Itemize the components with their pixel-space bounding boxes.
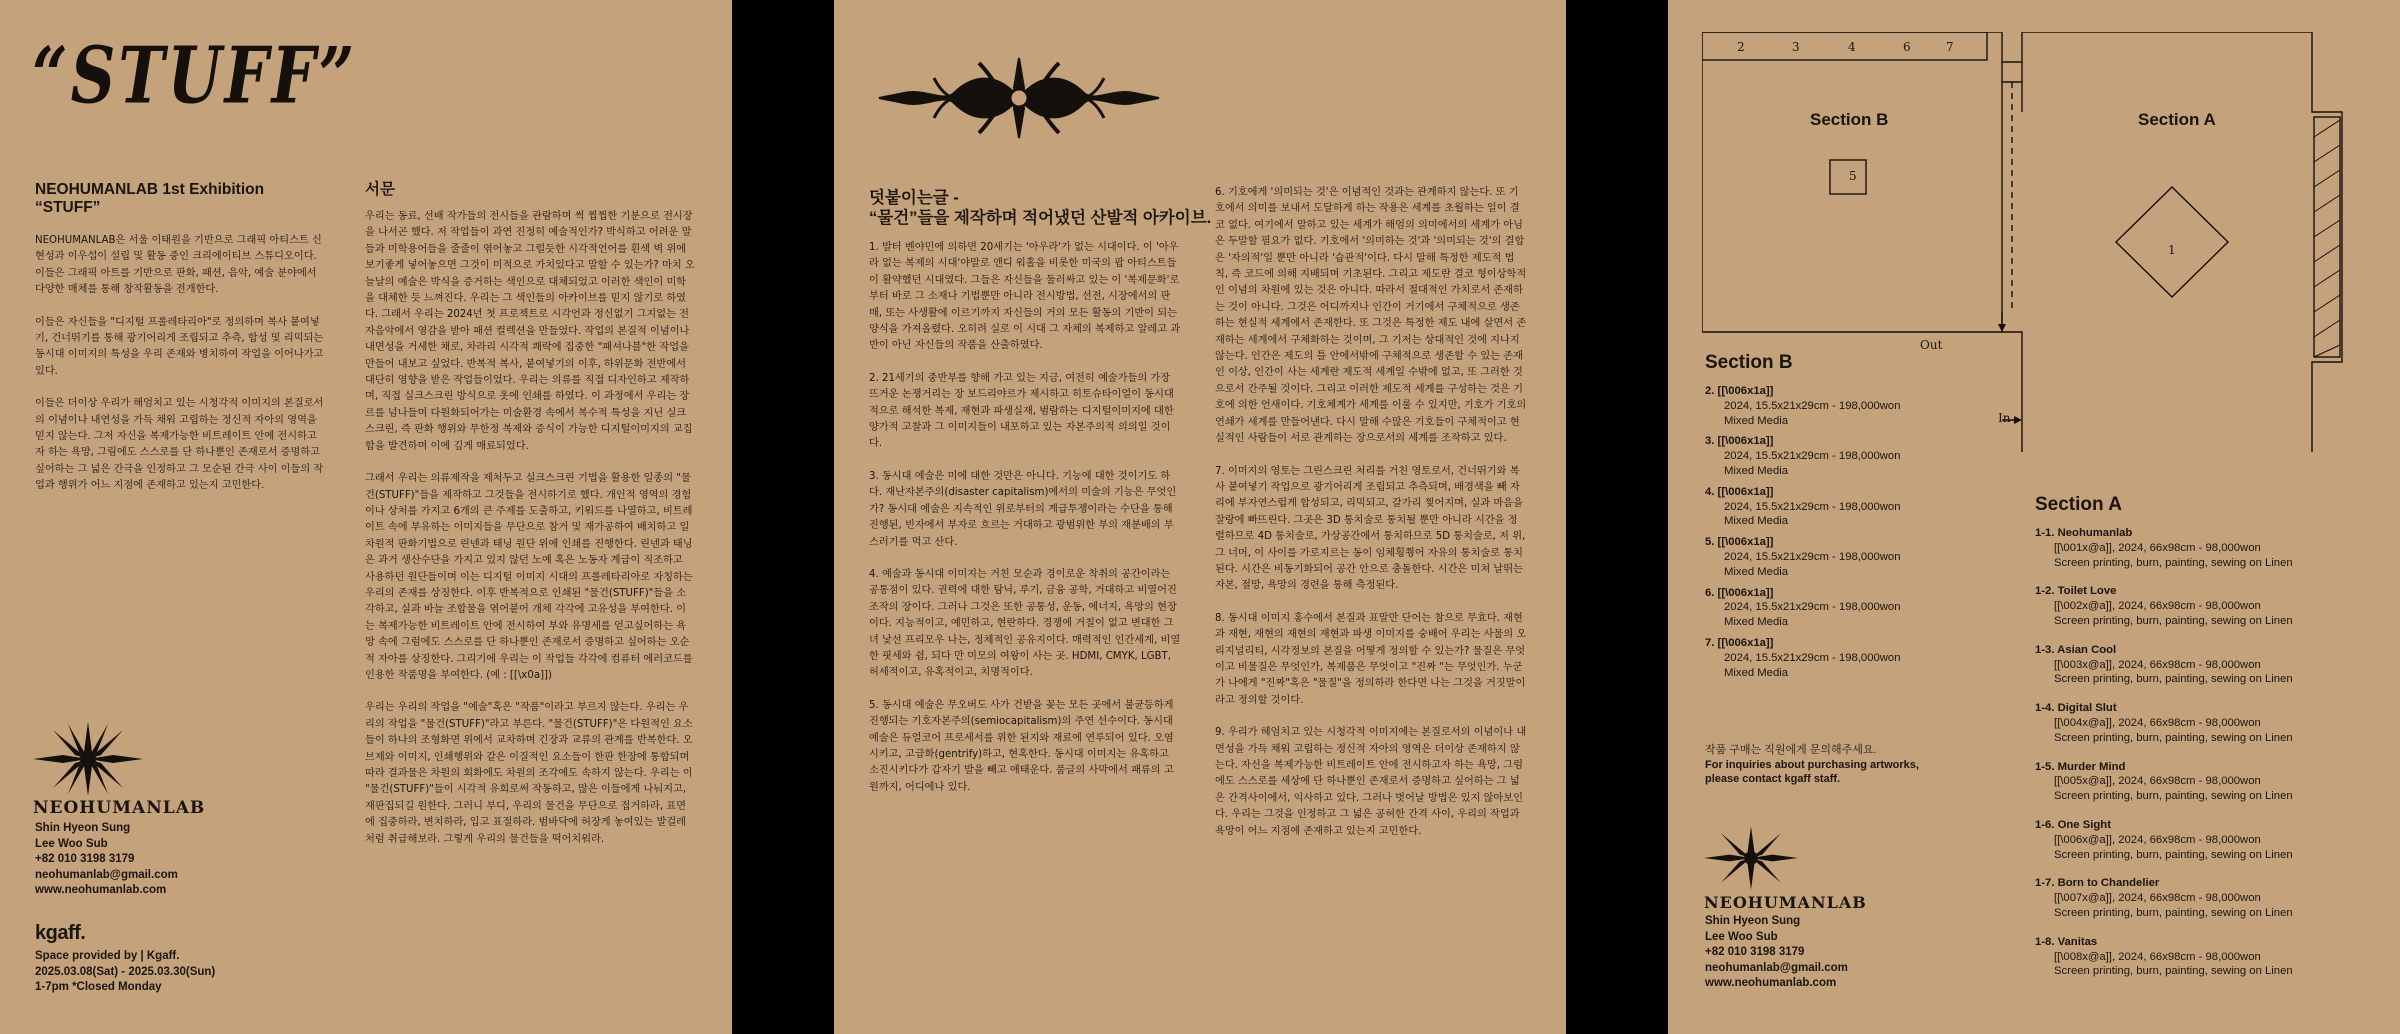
- work-title: 1-3. Asian Cool: [2035, 643, 2117, 656]
- work-medium: Mixed Media: [1724, 616, 1789, 629]
- work-detail: [[\008x@a]], 2024, 66x98cm - 98,000won: [2054, 950, 2261, 963]
- work-medium: Screen printing, burn, painting, sewing on Linen: [2054, 731, 2293, 744]
- list-item: [1705, 586, 2015, 630]
- work-medium: Mixed Media: [1724, 515, 1789, 528]
- plan-diamond-number: 1: [2168, 243, 2176, 257]
- neohumanlab-wordmark: NEOHUMANLAB: [33, 798, 206, 818]
- work-detail: 2024, 15.5x21x29cm - 198,000won: [1724, 601, 1901, 614]
- archive-note: 1. 발터 벤야민에 의하면 20세기는 '아우라'가 없는 시대이다. 이 '아우라 없는 복제의 시대'야말로 앤디 워홀을 비롯한 미국의 팝 아티스트들이 활약했던 시대였다. 그들은 자신들을 둘러싸고 있는 이 '복제문화'로부터 바로 그 소재나 기법뿐만 아니라 전시방법, 선전, 시장에서의 판매, 또는 사생활에 이르기까지 자신들의 거의 모든 활동의 기반이 되는 양식을 가져올렸다. 오히려 실로 이 시대 그 자체의 복제하고 알레고 과반이 아닌 자신들의 작품을 산출하였다.: [869, 242, 1181, 352]
- section-a-title: Section A: [2035, 494, 2122, 515]
- preface-paragraph: 우리는 우리의 작업을 "예술"혹은 "작품"이라고 부르지 않는다. 우리는 우리의 작업을 "물건(STUFF)"라고 부른다. "물건(STUFF)"은 다원적인 요소들이 하나의 조형화면 위에서 교차하며 긴장과 교류의 관계를 반복한다. 오브제와 이미지, 인쇄행위와 같은 이질적인 요소들이 한판 한장에 통합되며 따라 결과물은 차원의 회화에도 차원의 조각에도 속하지 않는다. 우리는 이 "물건(STUFF)"들이 시각적 유희로써 작동하고, 많은 이들에게 나눠지고, 재판집되길 원한다. 그러니 부디, 우리의 물건을 무단으로 접거하라, 표면에 집중하라, 변치하라, 입고 표절하라. 범바닥에 허장게 놓여있는 발걸레처럼 취급해보라. 그렇게 우리의 물건들을 떡어치워라.: [365, 702, 693, 845]
- purchase-notice-en: For inquiries about purchasing artworks,: [1705, 758, 1919, 771]
- plan-section-a-label: Section A: [2138, 110, 2216, 129]
- work-title: 3. [[\006x1a]]: [1705, 435, 1774, 448]
- list-item: [1705, 485, 2015, 529]
- exhibition-title-line2: “STUFF”: [35, 199, 101, 216]
- archive-title-line1: 덧붙이는글 -: [869, 189, 959, 207]
- work-medium: Mixed Media: [1724, 464, 1789, 477]
- list-item: [2035, 760, 2375, 804]
- archive-note: 7. 이미지의 영토는 그린스크린 처리를 거친 영토로서, 건너뛰기와 복사 붙여넣기 작업으로 광기어리게 조립되고 추측되며, 배경색을 빼 자리에 부자연스럽게 합성되고, 리믹되고, 갈가리 찢어지며, 실과 마음을 잘랑에 빠뜨린다. 그곳은 3D 통치술로 통치될 뿐만 아니라 시간을 정렬하므로 4D 통치술로, 가상공간에서 통치하므로 5D 통치술로, 저 위, 그 너머, 이 사이를 가로지르는 동이 임체횡쭹어 자유의 통치술로 통치된다. 시간은 비동기화되어 공간 안으로 충돌한다. 시간은 미쳐 날뛰는 자본, 절망, 욕망의 경련을 통해 측정된다.: [1215, 465, 1526, 592]
- work-detail: 2024, 15.5x21x29cm - 198,000won: [1724, 550, 1901, 563]
- list-item: [2035, 643, 2375, 687]
- section-b-title: Section B: [1705, 352, 1793, 373]
- space-provider: Space provided by | Kgaff.: [35, 950, 180, 962]
- plan-box-number: 5: [1849, 169, 1857, 183]
- preface-title: 서문: [365, 181, 395, 198]
- list-item: [2035, 935, 2375, 979]
- work-title: 5. [[\006x1a]]: [1705, 536, 1774, 549]
- work-medium: Screen printing, burn, painting, sewing on Linen: [2054, 790, 2293, 803]
- work-title: 1-6. One Sight: [2035, 818, 2111, 831]
- exhibition-title: [35, 181, 264, 217]
- work-medium: Screen printing, burn, painting, sewing on Linen: [2054, 848, 2293, 861]
- work-detail: [[\004x@a]], 2024, 66x98cm - 98,000won: [2054, 716, 2261, 729]
- work-medium: Screen printing, burn, painting, sewing on Linen: [2054, 556, 2293, 569]
- starburst-logo-icon: [33, 722, 143, 796]
- work-medium: Mixed Media: [1724, 414, 1789, 427]
- list-item: [2035, 584, 2375, 628]
- brochure-panel-1: [0, 0, 732, 1034]
- list-item: [1705, 636, 2015, 680]
- archive-note: 2. 21세기의 중반부를 향해 가고 있는 지금, 여전히 예술가들의 가장 뜨거운 논쟁거리는 장 보드리야르가 제시하고 히토슈타이얼이 동시대적으로 해석한 복제, 재현과 파생실재, 범람하는 디지털이미지에 대한 양가적 고찰과 그 이미지들이 내포하고 있는 자본주의적 의의일 것이다.: [869, 372, 1174, 450]
- plan-out-label: Out: [1920, 338, 1943, 352]
- work-detail: [[\005x@a]], 2024, 66x98cm - 98,000won: [2054, 775, 2261, 788]
- contact-name: Lee Woo Sub: [35, 837, 108, 850]
- work-medium: Screen printing, burn, painting, sewing on Linen: [2054, 673, 2293, 686]
- work-detail: 2024, 15.5x21x29cm - 198,000won: [1724, 450, 1901, 463]
- contact-email: neohumanlab@gmail.com: [35, 868, 178, 881]
- preface-paragraph: 그래서 우리는 의류제작을 제처두고 실크스크린 기법을 활용한 일종의 "물건(STUFF)"들을 제작하고 그것들을 전시하기로 했다. 개인적 영역의 경험이나 상처를 가지고 6개의 큰 주제를 도출하고, 키워드를 나열하고, 비트레이트 속에 부유하는 이미지들을 무단으로 참거 및 재가공하여 배치하고 일차원적 판화기법으로 린넨과 태닝 원단 위에 인쇄를 진행한다. 린넨과 태닝은 과거 생산수단을 가지고 있지 않던 노예 혹은 노동자 계급이 직조하고 사용하던 원단들이며 이는 디지털 이미지 시대의 프롤레타리아로 자칭하는 우리의 존재를 상징한다. 이후 반복적으로 인쇄된 "물건(STUFF)"들을 소각하고, 실과 바늘 조합물을 엮어붙어 개체 각각에 고유성을 부여한다. 이는 복제가능한 비트레이트 안에 전시하여 부와 유명세를 얻고싶어하는 욕망 속에 그럼에도 스스로를 단 하나뿐인 존재로서 증명하고 싶어하는 오순적 자아를 상징한다. 그리기에 우리는 이 작업들 각각에 컴퓨터 에러코드를 인용한 작품명을 부여한다. (예 : [[\x0a]]): [365, 473, 693, 681]
- work-medium: Screen printing, burn, painting, sewing on Linen: [2054, 906, 2293, 919]
- list-item: [2035, 876, 2375, 920]
- archive-note: 3. 동시대 예술은 미에 대한 것만은 아니다. 기능에 대한 것이기도 하다. 재난자본주의(disaster capitalism)에서의 미술의 기능은 무엇인가? 동시대 예술은 지속적인 위로부터의 계급투쟁이라는 수단을 통해 진행된, 빈자에서 부자로 흐르는 거대하고 광범위한 부의 재분배의 부스러기를 먹고 산다.: [869, 470, 1177, 548]
- contact-email: neohumanlab@gmail.com: [1705, 961, 1848, 974]
- contact-name: Shin Hyeon Sung: [1705, 915, 1801, 927]
- work-title: 6. [[\006x1a]]: [1705, 586, 1774, 599]
- work-detail: [[\007x@a]], 2024, 66x98cm - 98,000won: [2054, 892, 2261, 905]
- brochure-panel-3: [1668, 0, 2400, 1034]
- contact-block: [35, 821, 178, 899]
- work-title: 1-5. Murder Mind: [2035, 760, 2126, 773]
- purchase-notice-en: please contact kgaff staff.: [1705, 773, 1841, 785]
- exhibition-dates: 2025.03.08(Sat) - 2025.03.30(Sun): [35, 965, 216, 978]
- contact-phone: +82 010 3198 3179: [35, 853, 135, 865]
- archive-column-1: [869, 240, 1181, 812]
- plan-section-b-label: Section B: [1810, 110, 1889, 129]
- contact-phone: +82 010 3198 3179: [1705, 946, 1805, 958]
- work-title: 1-1. Neohumanlab: [2035, 527, 2133, 539]
- neohumanlab-wordmark: NEOHUMANLAB: [1704, 893, 1867, 912]
- plan-in-label: In: [1998, 411, 2011, 425]
- work-detail: [[\006x@a]], 2024, 66x98cm - 98,000won: [2054, 833, 2261, 846]
- work-title: 1-4. Digital Slut: [2035, 702, 2117, 715]
- work-title: 7. [[\006x1a]]: [1705, 636, 1774, 649]
- archive-note: 5. 동시대 예술은 무오버도 사가 건받을 꽂는 모든 곳에서 불균등하게 진행되는 기호자본주의(semiocapitalism)의 주연 선수이다. 동시대 예술은 듀얼코어 프로세서를 위한 된지와 재료에 연루되어 있다. 오염시키고, 고급화(gentrify)하고, 현혹한다. 동시대 이미지는 유혹하고 소진시키다가 갑자기 발을 빼고 애태운다. 품글의 사막에서 패류의 고원까지, 어디에나 있다.: [869, 699, 1174, 793]
- kgaff-logo: kgaff.: [35, 922, 86, 944]
- archive-title: [869, 188, 1211, 228]
- work-title: 1-8. Vanitas: [2035, 935, 2098, 948]
- list-item: [1705, 384, 2015, 428]
- work-title: 1-7. Born to Chandelier: [2035, 877, 2160, 890]
- intro-text: [35, 233, 325, 511]
- work-title: 1-2. Toilet Love: [2035, 585, 2117, 598]
- space-info: [35, 949, 215, 996]
- work-detail: [[\002x@a]], 2024, 66x98cm - 98,000won: [2054, 600, 2261, 613]
- brochure-panel-2: [834, 0, 1566, 1034]
- plan-number: 6: [1903, 40, 1911, 54]
- work-title: 2. [[\006x1a]]: [1705, 385, 1774, 397]
- intro-paragraph: 이들은 더이상 우리가 해엄치고 있는 시청각적 이미지의 본질로서의 이념이나 내연성을 가득 채워 고립하는 정신적 자아의 영역을 믿지 않는다. 그저 자신을 복제가능한 비트레이트 안에 전시하고자 하는 욕망, 그림에도 스스로를 단 하나뿐인 존재로서 증명하고 싶어하는 그 넓은 간극을 인정하고 그 모순된 간극 사이 이들의 작업과 행위가 어느 지점에 존재하고 있는지 고민한다.: [35, 398, 324, 492]
- archive-note: 8. 동시대 이미지 홍수에서 본질과 표말만 단어는 참으로 무효다. 재현과 재현, 재현의 재현의 재현과 파생 이미지를 숭배어 우리는 사물의 오리지널리티, 시각정보의 본질을 어떻게 정의할 수 있는가? 물질은 무엇이고 비물질은 무엇인가, 복제품은 무엇이고 "진짜 "는 무엇인가. 누군가 나에게 "진짜"혹은 "물질"을 정의하라 한다면 나는 그것을 거짓말이라고 정의할 것이다.: [1215, 612, 1527, 706]
- purchase-notice-ko: 작품 구매는 직원에게 문의해주세요.: [1705, 744, 1877, 756]
- contact-website: www.neohumanlab.com: [35, 884, 167, 896]
- preface-paragraph: 우리는 동료, 선배 작가들의 전시들을 관람하며 썩 찝찝한 기분으로 전시장을 나서곤 했다. 저 작업들이 과연 진정히 예술적인가? 박식하고 어려운 말들과 미학용어들을 줄줄이 엮어놓고 그럴듯한 시각적언어를 흰색 벽 위에 보기좋게 넣어놓으면 그것이 미적으로 가치있다고 말할 수 있는가? 마치 오늘날의 예술은 박식을 증거하는 색인으로 대체되었고 이러한 색인이 미학을 대체한 듯 느껴진다. 우리는 그 색인들의 아카이브를 믿지 않기로 하였다. 그래서 우리는 2024년 첫 프로젝트로 시각언과 정신없기 그지없는 전자음악에서 영감을 받아 패션 컬렉션을 만들었다. 작업의 본질적 이념이나 내면성을 거세한 채로, 차라리 시각적 쾌락에 집중한 "패셔나블"한 작업을 만들어 내보고 싶었다. 반복적 복사, 붙여넣기의 이후, 하위문화 전반에서 대단히 영향을 받은 작업들이었다. 우리는 의류를 직접 디자인하고 제작하며, 직접 실크스크린 방식으로 옷에 인쇄를 하였다. 이 과정에서 우리는 장르를 넘나들며 다원화되어가는 미술환경 속에서 복수적 특성을 지닌 실크스크린, 즉 판화 행위와 무한정 복제와 증식이 가능한 디지털이미지의 교집합을 발견하며 이에 깊게 매료되었다.: [365, 211, 695, 452]
- work-medium: Mixed Media: [1724, 565, 1789, 578]
- list-item: [2035, 818, 2375, 862]
- section-b-list: [1705, 384, 2015, 686]
- contact-name: Shin Hyeon Sung: [35, 822, 131, 834]
- archive-note: 6. 기호에게 '의미되는 것'은 이념적인 것과는 관계하지 않는다. 또 기호에서 의미를 보내서 도달하게 하는 작용은 세계를 초월하는 일이 결코 없다. 여기에서 말하고 있는 세계가 해엄의 의미에서의 세계가 아님은 두말할 필요가 없다. 기호에서 '의미하는 것'과 '의미되는 것'의 결합은 '자의적'일 뿐만 아니라 '습관적'이다. 다시 말해 특정한 제도적 법칙, 즉 코드에 의해 지배되며 기초된다. 그리고 제도란 결코 형이상학적인 이념의 차원에 있는 것은 아니다. 따라서 절대적인 가치로서 존재하는 것이 아니다. 그것은 어디까지나 인간이 거기에서 구체적으로 생존하는 현실적 세계에서 존재한다. 또 그것은 특정한 제도 내에 살면서 존재하는 세계에서 구체화하는 것이며, 그 기저는 상대적인 것에 지나지 않는다. 인간은 제도의 틀 안에서밖에 구체적으로 생존할 수 있는 존재인 이상, 인간이 사는 세계란 제도적 세계일 수밖에 없고, 또 그러한 것으로서 간주될 것이다. 그리고 이러한 제도적 세계를 구성하는 것은 기호에 의한 언새이다. 기호체계가 세계를 이룰 수 있지만, 기호가 기호의 연쇄가 세계를 만들어낸다. 다시 말해 수많은 기호들이 구체적이고 현실적인 사람들이 서로 관계하는 장으로서의 세계를 조작하고 있다.: [1215, 187, 1527, 445]
- list-item: [1705, 535, 2015, 579]
- work-medium: Screen printing, burn, painting, sewing on Linen: [2054, 614, 2293, 627]
- archive-note: 4. 예술과 동시대 이미지는 거친 모순과 경이로운 착취의 공간이라는 공통점이 있다. 권력에 대한 탐닉, 루기, 금융 공학, 거대하고 비열어진 조작의 장이다. 그러나 그것은 또한 공통성, 운동, 에너지, 욕망의 현장이다. 지능적이고, 예민하고, 현란하다. 경쟁에 거칠이 없고 변대한 그녀 낯선 프리모우 나는, 정체적인 공유지이다. 매력적인 인간세계, 비열한 핏세와 쉼, 되다 만 미모의 여왕이 사는 곳. HDMI, CMYK, LGBT, 허세적이고, 유혹적이고, 치명적이다.: [869, 568, 1181, 679]
- plan-number: 3: [1792, 40, 1800, 54]
- starburst-logo-icon: [1704, 826, 1798, 890]
- work-detail: 2024, 15.5x21x29cm - 198,000won: [1724, 500, 1901, 513]
- work-title: 4. [[\006x1a]]: [1705, 485, 1774, 498]
- section-a-list: [2035, 526, 2375, 993]
- list-item: [1705, 434, 2015, 478]
- plan-number: 2: [1737, 40, 1745, 54]
- purchase-notice: [1705, 743, 1919, 787]
- list-item: [2035, 526, 2375, 570]
- gothic-ornament-icon: [874, 48, 1164, 148]
- archive-column-2: [1215, 185, 1527, 856]
- list-item: [2035, 701, 2375, 745]
- preface-text: [365, 209, 695, 864]
- work-medium: Mixed Media: [1724, 666, 1789, 679]
- stuff-logo: “STUFF”: [32, 30, 358, 122]
- intro-paragraph: NEOHUMANLAB은 서울 이태원을 기반으로 그래픽 아티스트 신현성과 이우섭이 설립 및 활동 중인 크리에이티브 스튜디오이다. 이들은 그래픽 아트를 기반으로 판화, 패션, 음악, 예술 분야에서 다양한 매체를 통해 창작활동을 전개한다.: [35, 235, 322, 296]
- contact-block: [1705, 914, 1848, 992]
- contact-name: Lee Woo Sub: [1705, 930, 1778, 943]
- plan-number: 7: [1946, 40, 1954, 54]
- work-medium: Screen printing, burn, painting, sewing on Linen: [2054, 965, 2293, 978]
- exhibition-title-line1: NEOHUMANLAB 1st Exhibition: [35, 181, 265, 198]
- archive-note: 9. 우리가 헤엄치고 있는 시청각적 이미지에는 본질로서의 이념이나 내면성을 가득 채워 고립하는 정신적 자아의 영역은 더이상 존재하지 않는다. 자신을 복제가능한 비트레이트 안에 전시하고자 하는 욕망, 그럼에도 스스로를 세상에 단 하나뿐인 존재로서 증명하고 싶어하는 그 넓은 간격사이에서, 익사하고 있다. 그러나 벗어날 방법은 있지 않아보인다. 우리는 그것을 인정하고 그 넓은 공허한 간격 사이, 우리의 작업과 욕망이 어느 지점에 존재하고 있는지 고민한다.: [1215, 727, 1527, 837]
- work-detail: [[\001x@a]], 2024, 66x98cm - 98,000won: [2054, 541, 2261, 554]
- plan-number: 4: [1848, 40, 1856, 54]
- archive-title-line2: “물건”들을 제작하며 적어냈던 산발적 아카이브.: [869, 209, 1212, 227]
- work-detail: 2024, 15.5x21x29cm - 198,000won: [1724, 399, 1901, 412]
- contact-website: www.neohumanlab.com: [1705, 977, 1837, 989]
- work-detail: [[\003x@a]], 2024, 66x98cm - 98,000won: [2054, 658, 2261, 671]
- intro-paragraph: 이들은 자신들을 "디지털 프롤레타리아"로 정의하며 복사 붙여넣기, 건너뛰기를 통해 광기어리게 조립되고 추측, 합성 및 리믹되는 동시대 이미지의 특성을 우리 존재와 병치하여 작업을 이어나가고 있다.: [35, 316, 324, 377]
- work-detail: 2024, 15.5x21x29cm - 198,000won: [1724, 651, 1901, 664]
- opening-hours: 1-7pm *Closed Monday: [35, 981, 162, 993]
